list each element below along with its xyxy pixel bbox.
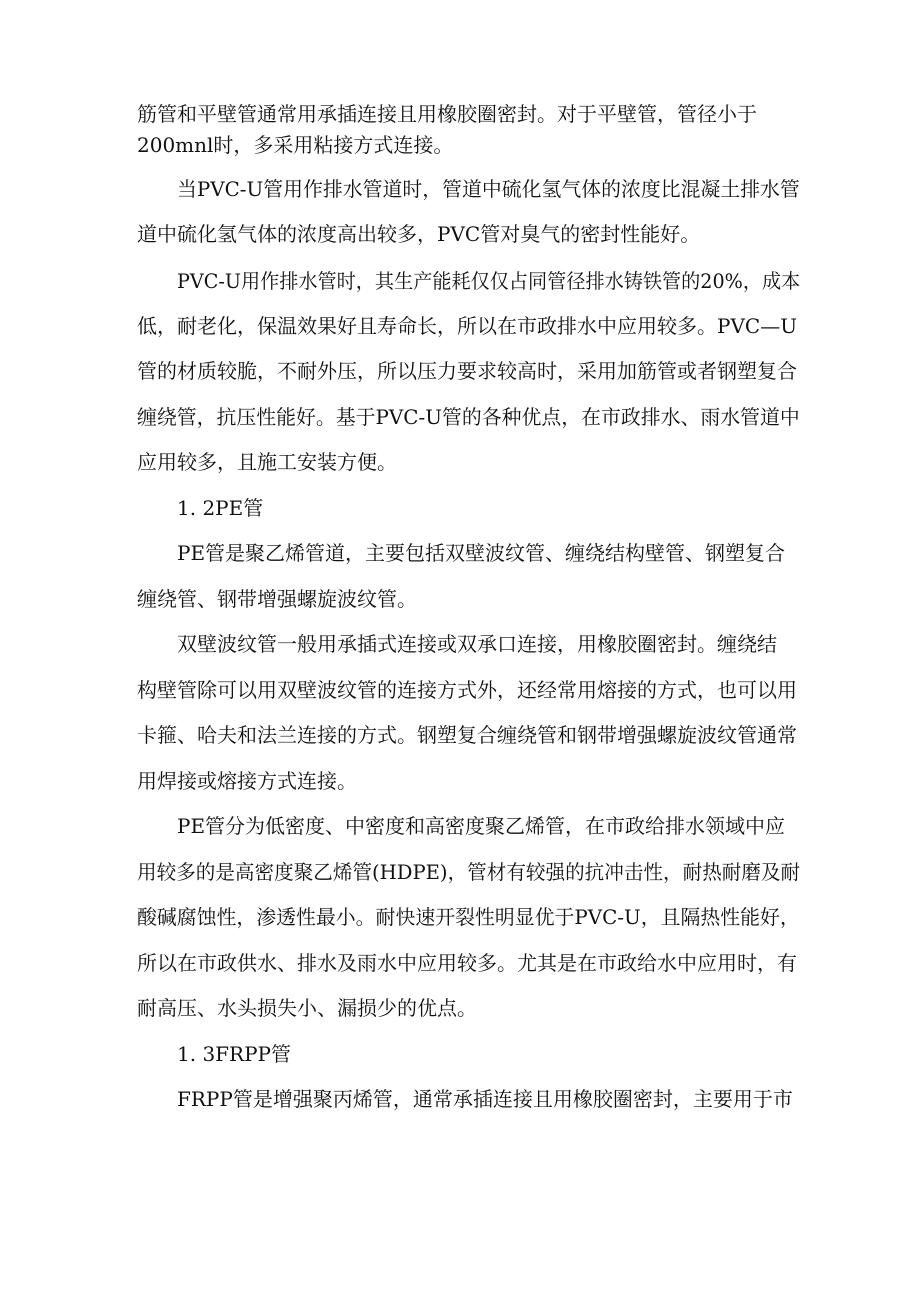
text-line: 用较多的是高密度聚乙烯管(HDPE)，管材有较强的抗冲击性，耐热耐磨及耐	[137, 860, 801, 884]
text-line: 缠绕管，抗压性能好。基于PVC-U管的各种优点，在市政排水、雨水管道中	[137, 405, 800, 429]
text-line: 耐高压、水头损失小、漏损少的优点。	[137, 996, 477, 1020]
text-line: 筋管和平壁管通常用承插连接且用橡胶圈密封。对于平壁管，管径小于	[137, 102, 757, 126]
paragraph-first-line: FRPP管是增强聚丙烯管，通常承插连接且用橡胶圈密封，主要用于市	[177, 1087, 793, 1111]
paragraph-first-line: PE管分为低密度、中密度和高密度聚乙烯管，在市政给排水领域中应	[177, 814, 786, 838]
text-line: 缠绕管、钢带增强螺旋波纹管。	[137, 587, 417, 611]
text-line: 构壁管除可以用双壁波纹管的连接方式外，还经常用熔接的方式，也可以用	[137, 678, 797, 702]
text-line: 管的材质较脆，不耐外压，所以压力要求较高时，采用加筋管或者钢塑复合	[137, 359, 797, 383]
text-line: 所以在市政供水、排水及雨水中应用较多。尤其是在市政给水中应用时，有	[137, 951, 797, 975]
paragraph-first-line: PVC-U用作排水管时，其生产能耗仅仅占同管径排水铸铁管的20%，成本	[177, 269, 801, 293]
text-line: 低，耐老化，保温效果好且寿命长，所以在市政排水中应用较多。PVC—U	[137, 314, 798, 338]
section-heading: 1. 3FRPP管	[177, 1042, 292, 1066]
text-line: 应用较多，且施工安装方便。	[137, 450, 397, 474]
paragraph-first-line: PE管是聚乙烯管道，主要包括双壁波纹管、缠绕结构壁管、钢塑复合	[177, 541, 786, 565]
text-line: 用焊接或熔接方式连接。	[137, 769, 357, 793]
paragraph-first-line: 双壁波纹管一般用承插式连接或双承口连接，用橡胶圈密封。缠绕结	[177, 632, 777, 656]
text-line: 酸碱腐蚀性，渗透性最小。耐快速开裂性明显优于PVC-U，且隔热性能好，	[137, 905, 800, 929]
section-heading: 1. 2PE管	[177, 496, 264, 520]
paragraph-first-line: 当PVC-U管用作排水管道时，管道中硫化氢气体的浓度比混凝土排水管	[177, 177, 800, 201]
text-line: 道中硫化氢气体的浓度高出较多，PVC管对臭气的密封性能好。	[137, 222, 701, 246]
text-line: 卡箍、哈夫和法兰连接的方式。钢塑复合缠绕管和钢带增强螺旋波纹管通常	[137, 723, 797, 747]
text-line: 200mnl时，多采用粘接方式连接。	[137, 133, 454, 157]
